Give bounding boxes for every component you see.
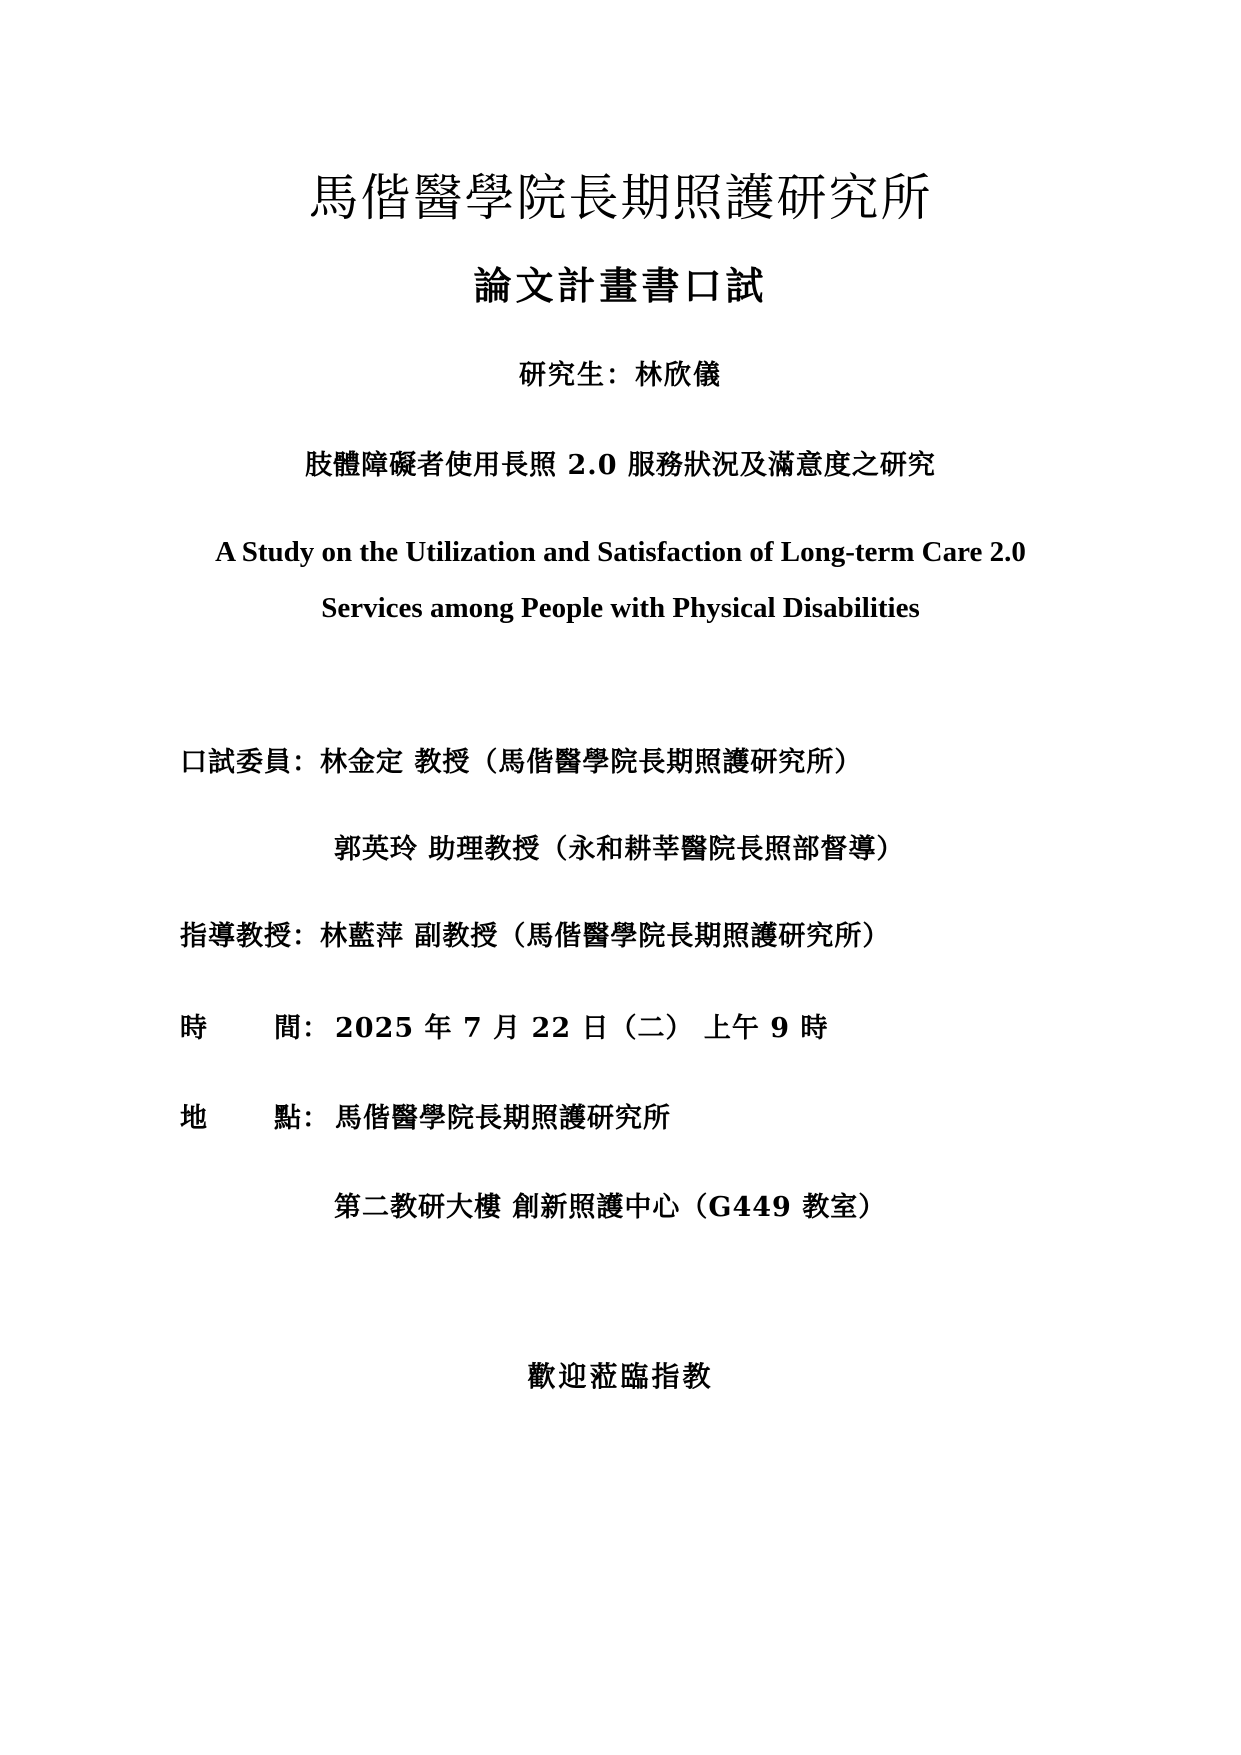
institute-title: 馬偕醫學院長期照護研究所 — [308, 169, 933, 227]
committee-row-2 — [334, 827, 904, 866]
committee-member-2: 郭英玲 助理教授（永和耕莘醫院長照部督導） — [334, 834, 905, 865]
advisor-value: 林藍萍 副教授（馬偕醫學院長期照護研究所） — [320, 921, 891, 952]
location-label: 地 點： — [180, 1103, 330, 1134]
committee-label: 口試委員： — [180, 747, 320, 778]
student-name: 林欣儀 — [635, 360, 722, 391]
time-row — [180, 1006, 829, 1045]
advisor-label: 指導教授： — [180, 921, 320, 952]
exam-title: 論文計畫書口試 — [473, 263, 768, 308]
committee-row-1 — [180, 740, 862, 779]
student-line — [0, 353, 1241, 392]
student-label: 研究生： — [519, 360, 635, 391]
time-value: 2025 年 7 月 22 日（二） 上午 9 時 — [335, 1013, 829, 1044]
location-row-1 — [180, 1096, 671, 1135]
thesis-title-en — [0, 524, 1241, 636]
welcome-text: 歡迎蒞臨指教 — [527, 1360, 714, 1393]
advisor-row — [180, 914, 890, 953]
location-line-1: 馬偕醫學院長期照護研究所 — [335, 1103, 671, 1134]
location-row-2 — [334, 1185, 886, 1224]
location-line-2: 第二教研大樓 創新照護中心（G449 教室） — [334, 1192, 887, 1223]
thesis-title-en-line1: A Study on the Utilization and Satisfaction of Long-term Care 2.0 — [215, 536, 1026, 568]
thesis-title-en-line2: Services among People with Physical Disabilities — [321, 592, 920, 624]
committee-member-1: 林金定 教授（馬偕醫學院長期照護研究所） — [320, 747, 863, 778]
thesis-title-zh: 肢體障礙者使用長照 2.0 服務狀況及滿意度之研究 — [305, 450, 936, 481]
time-label: 時 間： — [180, 1013, 330, 1044]
